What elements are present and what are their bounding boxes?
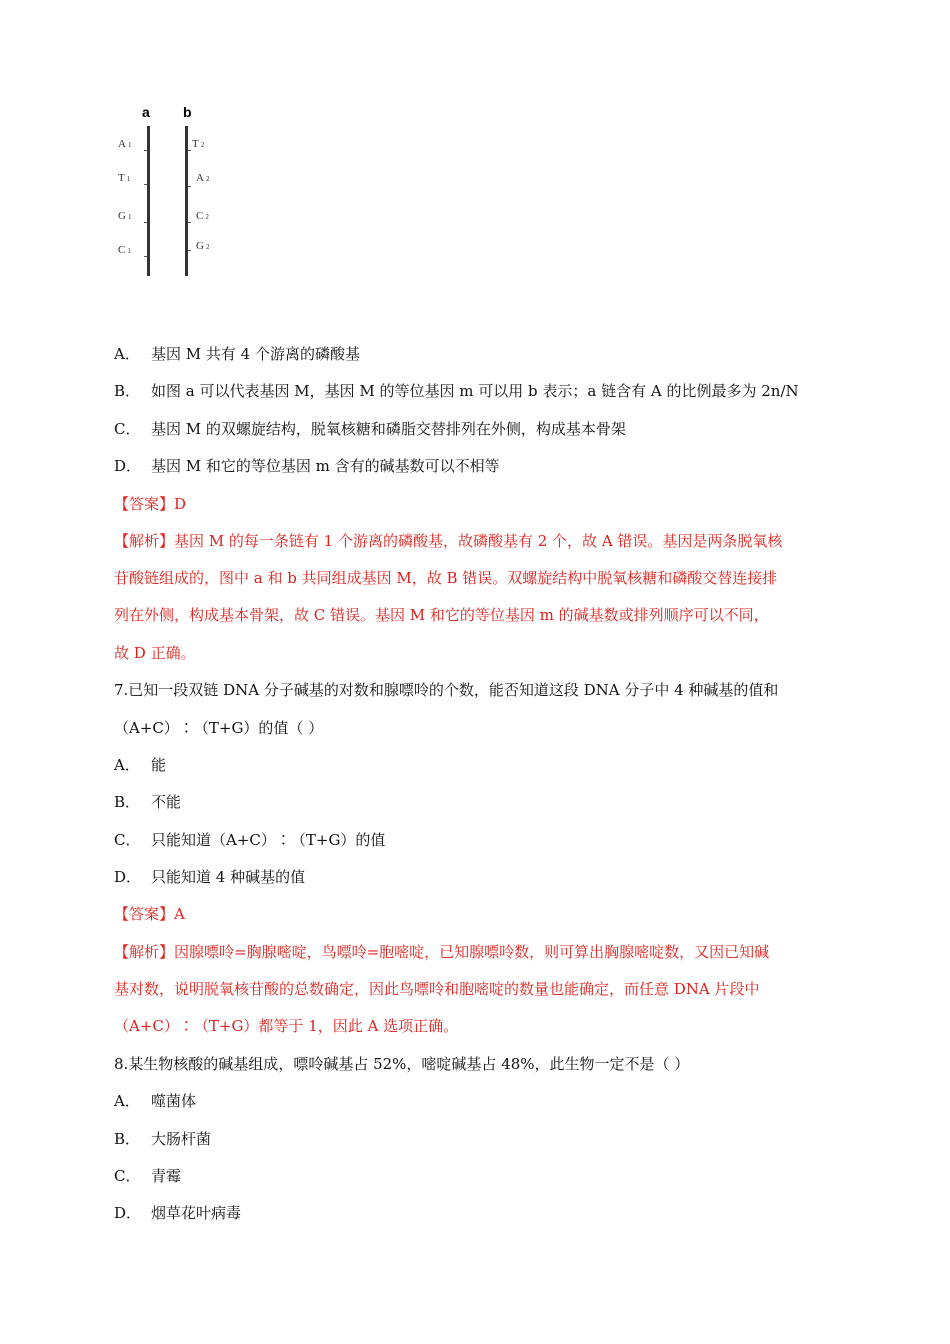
strand-a-line (147, 126, 150, 276)
q7-option-d: D． 只能知道 4 种碱基的值 (114, 868, 306, 886)
q7-analysis-line: 【解析】因腺嘌呤=胸腺嘧啶，鸟嘌呤=胞嘧啶，已知腺嘌呤数，则可算出胸腺嘧啶数，又因已知碱 (114, 943, 770, 961)
q6-option-b: B． 如图 a 可以代表基因 M，基因 M 的等位基因 m 可以用 b 表示；a 链含有 A 的比例最多为 2n/N (114, 382, 799, 400)
strand-a-header: a (142, 104, 150, 120)
q7-option-a: A． 能 (114, 756, 167, 774)
strand-b-base-label: T 2 (192, 138, 205, 150)
strand-a-tick (144, 184, 147, 185)
strand-b-header: b (183, 104, 192, 120)
q7-analysis-line: 基对数，说明脱氧核苷酸的总数确定，因此鸟嘌呤和胞嘧啶的数量也能确定，而任意 DNA 片段中 (114, 980, 760, 998)
strand-b-tick (188, 150, 191, 151)
strand-a-tick (144, 222, 147, 223)
strand-b-tick (188, 222, 191, 223)
strand-a-base-label: G 1 (118, 210, 132, 222)
strand-b-base-label: A 2 (196, 172, 210, 184)
q8-stem: 8.某生物核酸的碱基组成，嘌呤碱基占 52%，嘧啶碱基占 48%，此生物一定不是（ ） (114, 1055, 690, 1073)
q7-option-b: B． 不能 (114, 793, 182, 811)
q7-answer: 【答案】A (114, 905, 185, 923)
strand-b-tick (188, 186, 191, 187)
q7-stem-line: 7.已知一段双链 DNA 分子碱基的对数和腺嘌呤的个数，能否知道这段 DNA 分子中 4 种碱基的值和 (114, 681, 779, 699)
strand-b-tick (188, 250, 191, 251)
strand-a-base-label: A 1 (118, 138, 132, 150)
q6-analysis-line: 故 D 正确。 (114, 644, 196, 662)
q6-option-c: C． 基因 M 的双螺旋结构，脱氧核糖和磷脂交替排列在外侧，构成基本骨架 (114, 420, 626, 438)
q8-option-d: D． 烟草花叶病毒 (114, 1204, 242, 1222)
q6-analysis-line: 苷酸链组成的，图中 a 和 b 共同组成基因 M，故 B 错误。双螺旋结构中脱氧核糖和磷酸交替连接排 (114, 569, 778, 587)
q7-option-c: C． 只能知道（A+C）∶（T+G）的值 (114, 831, 386, 849)
strand-b-line (185, 126, 188, 276)
strand-b-base-label: G 2 (196, 240, 210, 252)
strand-a-base-label: T 1 (118, 172, 131, 184)
strand-a-tick (144, 256, 147, 257)
q8-option-a: A． 噬菌体 (114, 1092, 197, 1110)
q8-option-c: C． 青霉 (114, 1167, 182, 1185)
q6-option-d: D． 基因 M 和它的等位基因 m 含有的碱基数可以不相等 (114, 457, 500, 475)
q6-analysis-line: 列在外侧，构成基本骨架，故 C 错误。基因 M 和它的等位基因 m 的碱基数或排列顺序可以不同， (114, 606, 769, 624)
q6-answer: 【答案】D (114, 495, 187, 513)
q6-analysis-line: 【解析】基因 M 的每一条链有 1 个游离的磷酸基，故磷酸基有 2 个，故 A 错误。基因是两条脱氧核 (114, 532, 783, 550)
q7-stem-line: （A+C）∶（T+G）的值（ ） (114, 719, 324, 737)
q8-option-b: B． 大肠杆菌 (114, 1130, 212, 1148)
dna-strand-diagram (110, 104, 240, 284)
q6-option-a: A． 基因 M 共有 4 个游离的磷酸基 (114, 345, 360, 363)
q7-analysis-line: （A+C）∶（T+G）都等于 1，因此 A 选项正确。 (114, 1017, 459, 1035)
strand-a-base-label: C 1 (118, 244, 131, 256)
strand-a-tick (144, 150, 147, 151)
strand-b-base-label: C 2 (196, 210, 209, 222)
